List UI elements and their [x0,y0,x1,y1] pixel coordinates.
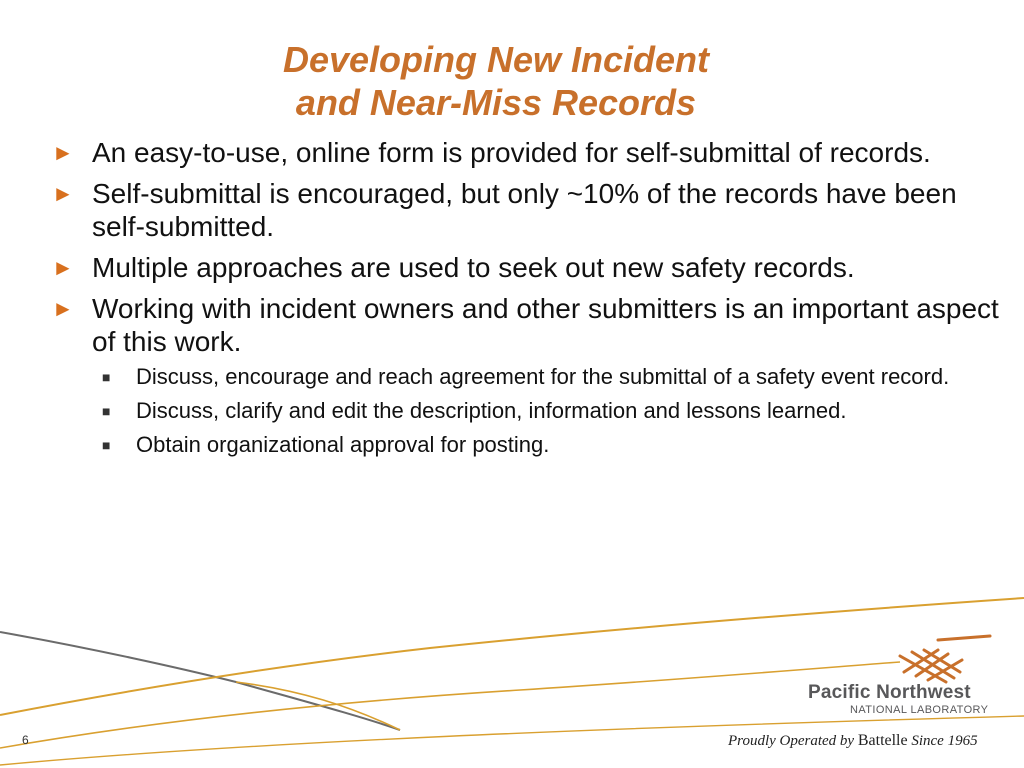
arrow-bullet-icon: ► [52,181,74,206]
title-line-2: and Near-Miss Records [295,82,697,123]
bullet-text: Multiple approaches are used to seek out new safety records. [92,252,855,283]
arrow-bullet-icon: ► [52,296,74,321]
square-bullet-icon: ■ [102,437,111,453]
sub-list-item [102,398,1002,424]
bullet-text: Self-submittal is encouraged, but only ~10% of the records have been self-submitted. [92,178,957,242]
battelle-tagline [728,732,978,750]
square-bullet-icon: ■ [102,403,111,419]
sub-list-item [102,364,1002,390]
bullet-list [52,136,1002,466]
slide-title [0,38,992,124]
list-item [52,177,1002,243]
pnnl-logo-subtitle: NATIONAL LABORATORY [850,704,989,716]
sub-bullet-text: Discuss, clarify and edit the description, information and lessons learned. [136,398,847,423]
square-bullet-icon: ■ [102,369,111,385]
arrow-bullet-icon: ► [52,140,74,165]
list-item [52,292,1002,358]
sub-list-item [102,432,1002,458]
tagline-suffix: Since 1965 [911,733,978,749]
pnnl-logo-name: Pacific Northwest [808,682,971,703]
sub-bullet-list [102,364,1002,458]
bullet-text: An easy-to-use, online form is provided for self-submittal of records. [92,137,931,168]
sub-bullet-text: Discuss, encourage and reach agreement for the submittal of a safety event record. [136,364,950,389]
bullet-text: Working with incident owners and other submitters is an important aspect of this work. [92,293,999,357]
grey-swoosh-line [0,632,400,730]
arrow-bullet-icon: ► [52,255,74,280]
tagline-brand: Battelle [857,732,908,749]
sub-bullet-text: Obtain organizational approval for posting. [136,432,550,457]
page-number: 6 [22,733,29,747]
tagline-prefix: Proudly Operated by [728,733,855,749]
title-line-1: Developing New Incident [282,39,710,80]
list-item [52,251,1002,284]
pnnl-logo-mark-icon [900,636,990,682]
list-item [52,136,1002,169]
